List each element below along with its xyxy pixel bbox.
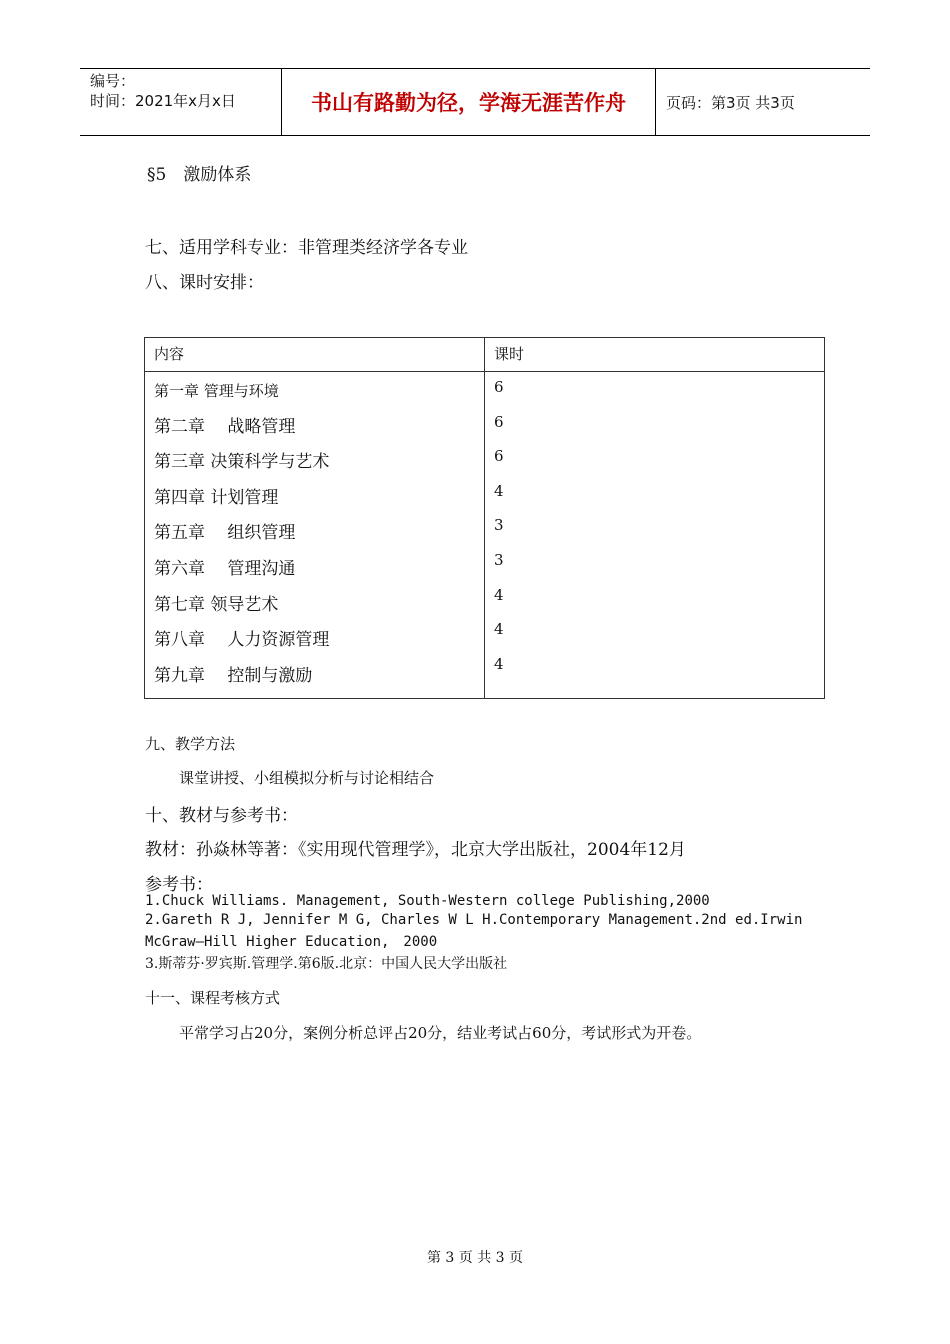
schedule-hours-cell — [485, 372, 825, 699]
chapter-item: 第三章 决策科学与艺术 — [154, 452, 330, 473]
textbook-line: 教材：孙焱林等著：《实用现代管理学》，北京大学出版社，2004年12月 — [145, 840, 686, 860]
header-page-info: 页码：第3页 共3页 — [666, 93, 795, 112]
hours-item: 6 — [494, 447, 504, 466]
section-seven: 七、适用学科专业：非管理类经济学各专业 — [145, 238, 468, 258]
hours-item: 6 — [494, 412, 504, 431]
schedule-header-content: 内容 — [145, 338, 485, 372]
schedule-table — [144, 337, 825, 699]
chapter-item: 第二章 战略管理 — [154, 416, 296, 437]
section-nine-text: 课堂讲授、小组模拟分析与讨论相结合 — [179, 769, 435, 787]
time-label: 时间：2021年x月x日 — [90, 92, 236, 110]
hours-item: 4 — [494, 481, 504, 500]
section-ten-title: 十、教材与参考书： — [145, 806, 298, 826]
chapter-item: 第一章 管理与环境 — [154, 382, 279, 400]
section-eight: 八、课时安排： — [145, 273, 264, 293]
chapter-item: 第四章 计划管理 — [154, 487, 279, 508]
hours-item: 4 — [494, 654, 504, 673]
schedule-header-row — [145, 338, 825, 372]
hours-item: 4 — [494, 620, 504, 639]
chapter-item: 第五章 组织管理 — [154, 523, 296, 544]
section-nine-title: 九、教学方法 — [145, 735, 236, 753]
page-footer: 第 3 页 共 3 页 — [426, 1250, 524, 1266]
section-eleven-title: 十一、课程考核方式 — [145, 989, 281, 1007]
reference-2b: McGraw—Hill Higher Education, 2000 — [145, 934, 438, 950]
chapter-item: 第六章 管理沟通 — [154, 558, 296, 579]
header-left — [80, 69, 282, 135]
header-motto: 书山有路勤为径，学海无涯苦作舟 — [282, 69, 656, 135]
number-label: 编号： — [90, 72, 136, 90]
chapter-item: 第八章 人力资源管理 — [154, 630, 330, 651]
page-header — [80, 68, 870, 136]
hours-item: 6 — [494, 378, 504, 396]
schedule-body-row — [145, 372, 825, 699]
hours-item: 4 — [494, 585, 504, 604]
reference-3: 3.斯蒂芬·罗宾斯.管理学.第6版.北京：中国人民大学出版社 — [145, 956, 508, 972]
reference-1: 1.Chuck Williams. Management, South-Western college Publishing,2000 — [145, 893, 710, 909]
schedule-chapters-cell — [145, 372, 485, 699]
reference-title: 参考书： — [145, 875, 213, 895]
reference-2a: 2.Gareth R J, Jennifer M G, Charles W L H.Contemporary Management.2nd ed.Irwin — [145, 912, 803, 928]
schedule-header-hours: 课时 — [485, 338, 825, 372]
hours-item: 3 — [494, 516, 504, 535]
chapter-item: 第七章 领导艺术 — [154, 594, 279, 615]
section-s5: §5 激励体系 — [147, 165, 252, 185]
section-eleven-text: 平常学习占20分，案例分析总评占20分，结业考试占60分，考试形式为开卷。 — [179, 1024, 702, 1042]
hours-item: 3 — [494, 550, 504, 569]
chapter-item: 第九章 控制与激励 — [154, 665, 313, 686]
